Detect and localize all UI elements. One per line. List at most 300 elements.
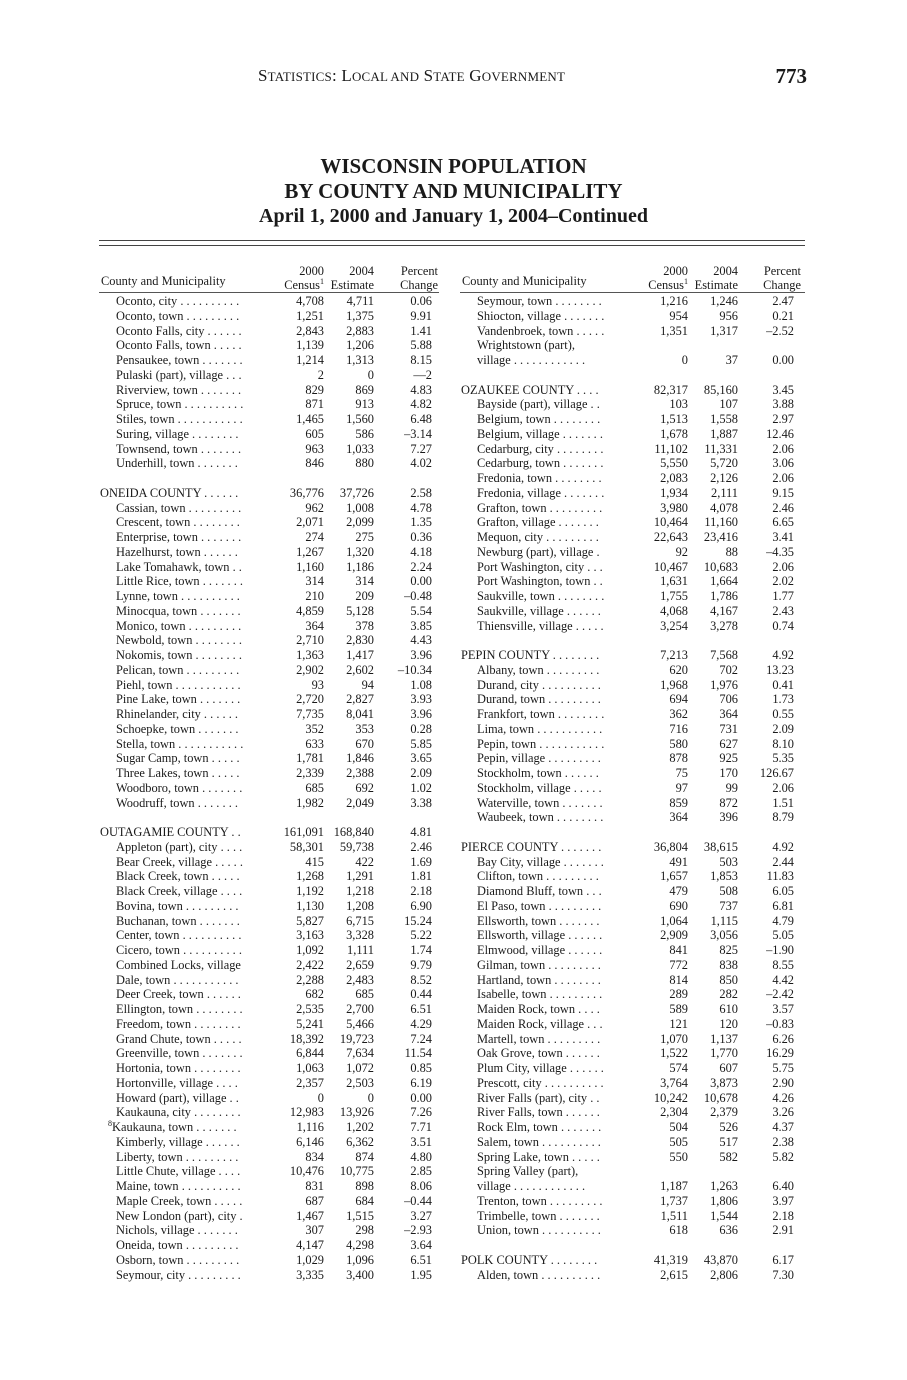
table-row [99, 825, 439, 840]
estimate-value: 3,328 [346, 928, 374, 943]
census-value: 364 [305, 618, 324, 633]
estimate-value: 10,775 [339, 1164, 374, 1179]
census-value: 36,804 [653, 839, 688, 854]
change-value: 3.41 [772, 530, 794, 544]
census-value: 1,192 [296, 884, 324, 898]
change-value: 0.21 [772, 308, 794, 323]
estimate-value: 5,128 [346, 603, 374, 618]
change-value: 3.27 [410, 1208, 432, 1223]
municipality-name: Lynne, town . . . . . . . . . . [116, 589, 240, 603]
municipality-name: Gilman, town . . . . . . . . . [477, 957, 601, 972]
municipality-name: Rhinelander, city . . . . . . [116, 707, 239, 721]
municipality-name: Three Lakes, town . . . . . [116, 766, 240, 780]
municipality-name: Alden, town . . . . . . . . . . [477, 1267, 601, 1282]
table-row [99, 722, 439, 737]
census-value: 574 [669, 1061, 688, 1075]
change-value: 6.90 [410, 898, 432, 913]
estimate-value: 422 [355, 854, 374, 869]
census-value: 1,216 [660, 294, 688, 308]
census-value: 1,968 [660, 677, 688, 692]
municipality-name: Spring Valley (part), [477, 1164, 579, 1179]
census-value: 10,242 [653, 1090, 688, 1105]
column-header [99, 258, 439, 292]
municipality-name: Ellington, town . . . . . . . . [116, 1002, 243, 1016]
estimate-value: 23,416 [703, 530, 738, 544]
table-row [460, 1046, 805, 1061]
municipality-name: Seymour, town . . . . . . . . [477, 294, 602, 308]
estimate-value: 2,483 [346, 972, 374, 987]
estimate-value: 8,041 [346, 707, 374, 721]
municipality-name: Underhill, town . . . . . . . [116, 456, 238, 471]
table-row [460, 722, 805, 737]
estimate-value: 898 [355, 1179, 374, 1193]
census-value: 4,859 [296, 603, 324, 618]
municipality-name: Little Chute, village . . . . [116, 1164, 241, 1179]
table-row [460, 338, 805, 353]
change-value: 2.06 [772, 780, 794, 795]
municipality-name: Pulaski (part), village . . . [116, 367, 242, 382]
census-value: 2,710 [296, 633, 324, 648]
spacer-row [99, 810, 439, 825]
estimate-value: 2,602 [346, 662, 374, 677]
change-value: 5.05 [772, 928, 794, 943]
census-value: 1,214 [296, 353, 324, 367]
census-value: 1,465 [296, 412, 324, 426]
estimate-value: 670 [355, 736, 374, 751]
estimate-value: 1,544 [710, 1208, 738, 1223]
table-row [99, 604, 439, 619]
spacer-row [460, 368, 805, 383]
estimate-value: 364 [719, 707, 738, 721]
census-value: 2,339 [296, 766, 324, 780]
census-value: 7,213 [660, 648, 688, 662]
table-row [99, 928, 439, 943]
change-value: 0.00 [410, 574, 432, 589]
census-value: 687 [305, 1193, 324, 1208]
census-value: 1,116 [296, 1120, 324, 1134]
table-row [99, 294, 439, 309]
change-value: 2.24 [410, 559, 432, 574]
census-value: 6,844 [296, 1046, 324, 1061]
table-row [99, 1061, 439, 1076]
estimate-value: 275 [355, 530, 374, 544]
census-value: 580 [669, 736, 688, 751]
municipality-name: Woodboro, town . . . . . . . [116, 780, 243, 795]
table-row [460, 486, 805, 501]
estimate-value: 1,186 [346, 559, 374, 574]
municipality-name: Newburg (part), village . [477, 544, 600, 559]
change-value: 4.43 [410, 633, 432, 648]
municipality-name: Osborn, town . . . . . . . . . [116, 1252, 240, 1267]
change-value: 1.35 [410, 515, 432, 530]
right-column [460, 258, 805, 1282]
change-value: 6.48 [410, 412, 432, 426]
census-value: 1,187 [660, 1179, 688, 1193]
estimate-value: 94 [361, 677, 374, 692]
estimate-value: 1,786 [710, 589, 738, 603]
table-row [460, 1120, 805, 1135]
change-value: 4.26 [772, 1090, 794, 1105]
change-value: 9.15 [772, 485, 794, 500]
table-row [460, 648, 805, 663]
estimate-value: 298 [355, 1223, 374, 1238]
change-value: 0.44 [410, 987, 432, 1002]
estimate-value: 209 [355, 589, 374, 603]
estimate-value: 3,278 [710, 618, 738, 633]
change-value: 5.88 [410, 338, 432, 353]
municipality-name: Seymour, city . . . . . . . . . [116, 1267, 241, 1282]
municipality-name: Maple Creek, town . . . . . [116, 1193, 243, 1208]
change-value: –3.14 [404, 426, 432, 441]
municipality-name: Shiocton, village . . . . . . . [477, 308, 605, 323]
table-row [460, 560, 805, 575]
title-line-1: WISCONSIN POPULATION [320, 154, 587, 178]
change-value: 3.96 [410, 648, 432, 662]
change-value: 2.90 [772, 1075, 794, 1090]
table-row [99, 1076, 439, 1091]
header-name: County and Municipality [101, 274, 226, 288]
municipality-name: Hortonia, town . . . . . . . . [116, 1061, 241, 1075]
table-row [460, 810, 805, 825]
municipality-name: Elmwood, village . . . . . . [477, 943, 603, 957]
municipality-name: Suring, village . . . . . . . . [116, 426, 239, 441]
table-row [99, 678, 439, 693]
change-value: 0.74 [772, 618, 794, 633]
estimate-value: 1,558 [710, 412, 738, 426]
change-value: 4.92 [772, 648, 794, 662]
table-row [460, 855, 805, 870]
change-value: 0.00 [772, 353, 794, 367]
census-value: 289 [669, 987, 688, 1002]
change-value: 2.18 [410, 884, 432, 898]
change-value: –2.93 [404, 1223, 432, 1238]
census-value: 58,301 [289, 839, 324, 854]
estimate-value: 2,883 [346, 323, 374, 338]
census-value: 4,068 [660, 603, 688, 618]
table-row [99, 338, 439, 353]
change-value: 1.81 [410, 869, 432, 884]
estimate-value: 168,840 [333, 825, 374, 839]
table-row [99, 884, 439, 899]
table-row [460, 1164, 805, 1179]
municipality-name: Wrightstown (part), [477, 338, 575, 353]
change-value: 4.83 [410, 382, 432, 397]
change-value: 4.02 [410, 456, 432, 471]
census-value: 314 [305, 574, 324, 589]
census-value: 3,163 [296, 928, 324, 943]
census-value: 1,982 [296, 795, 324, 810]
change-value: 2.44 [772, 854, 794, 869]
municipality-name: Pine Lake, town . . . . . . . [116, 692, 241, 707]
municipality-name: Hortonville, village . . . . [116, 1075, 238, 1090]
estimate-value: 586 [355, 426, 374, 441]
change-value: 3.26 [772, 1105, 794, 1120]
census-value: 41,319 [653, 1252, 688, 1267]
census-value: 1,511 [660, 1208, 688, 1223]
change-value: 8.79 [772, 810, 794, 825]
estimate-value: 737 [719, 898, 738, 913]
municipality-name: Saukville, village . . . . . . [477, 603, 601, 618]
municipality-name: Ellsworth, town . . . . . . . [477, 913, 600, 928]
municipality-name: Rock Elm, town . . . . . . . [477, 1120, 602, 1134]
census-value: 2,304 [660, 1105, 688, 1120]
municipality-name: Oconto, town . . . . . . . . . [116, 308, 240, 323]
municipality-name: OZAUKEE COUNTY . . . . [461, 382, 599, 397]
estimate-value: 282 [719, 987, 738, 1002]
estimate-value: 11,160 [704, 515, 738, 530]
municipality-name: Waterville, town . . . . . . . [477, 795, 603, 810]
table-row [99, 560, 439, 575]
municipality-name: El Paso, town . . . . . . . . . [477, 898, 602, 913]
estimate-value: 10,678 [703, 1090, 738, 1105]
census-value: 2,357 [296, 1075, 324, 1090]
table-row [99, 309, 439, 324]
municipality-name: Union, town . . . . . . . . . . [477, 1223, 601, 1238]
estimate-value: 19,723 [339, 1031, 374, 1046]
census-value: 1,467 [296, 1208, 324, 1223]
change-value: 0.85 [410, 1061, 432, 1075]
census-value: 1,631 [660, 574, 688, 589]
change-value: 7.27 [410, 441, 432, 456]
table-row [99, 1046, 439, 1061]
estimate-value: 925 [719, 751, 738, 766]
census-value: 1,934 [660, 485, 688, 500]
table-row [99, 796, 439, 811]
estimate-value: 517 [719, 1134, 738, 1149]
estimate-value: 956 [719, 308, 738, 323]
estimate-value: 1,375 [346, 308, 374, 323]
estimate-value: 2,700 [346, 1002, 374, 1016]
census-value: 22,643 [653, 530, 688, 544]
change-value: 11.83 [766, 869, 794, 884]
estimate-value: 1,976 [710, 677, 738, 692]
change-value: 8.10 [772, 736, 794, 751]
change-value: 2.58 [410, 485, 432, 500]
estimate-value: 582 [719, 1149, 738, 1164]
municipality-name: Oak Grove, town . . . . . . [477, 1046, 600, 1061]
table-row [460, 737, 805, 752]
census-value: 12,983 [289, 1105, 324, 1120]
header-estimate: 2004 Estimate [694, 264, 738, 292]
table-row [99, 958, 439, 973]
estimate-value: 3,400 [346, 1267, 374, 1282]
estimate-value: 59,738 [339, 839, 374, 854]
municipality-name: Durand, city . . . . . . . . . . [477, 677, 601, 692]
table-row [460, 751, 805, 766]
census-value: 690 [669, 898, 688, 913]
estimate-value: 1,137 [710, 1031, 738, 1046]
census-value: 10,476 [289, 1164, 324, 1179]
census-value: 82,317 [653, 382, 688, 397]
table-row [99, 324, 439, 339]
estimate-value: 1,320 [346, 544, 374, 559]
estimate-value: 636 [719, 1223, 738, 1238]
estimate-value: 6,362 [346, 1134, 374, 1149]
table-row [460, 1268, 805, 1283]
table-row [460, 869, 805, 884]
table-row [460, 1209, 805, 1224]
municipality-name: Townsend, town . . . . . . . [116, 441, 242, 456]
census-value: 93 [311, 677, 324, 692]
table-row [460, 796, 805, 811]
municipality-name: Oneida, town . . . . . . . . . [116, 1238, 239, 1252]
table-row [99, 1120, 439, 1135]
spacer-row [460, 633, 805, 648]
estimate-value: 1,846 [346, 751, 374, 766]
census-value: 2,071 [296, 515, 324, 530]
table-row [460, 324, 805, 339]
municipality-name: Little Rice, town . . . . . . . [116, 574, 243, 589]
table-row [460, 1061, 805, 1076]
census-value: 1,657 [660, 869, 688, 884]
estimate-value: 692 [355, 780, 374, 795]
change-value: 2.97 [772, 412, 794, 426]
census-value: 1,029 [296, 1252, 324, 1267]
change-value: 9.79 [410, 957, 432, 972]
table-row [99, 707, 439, 722]
change-value: 4.42 [772, 972, 794, 987]
table-row [460, 1150, 805, 1165]
municipality-name: Oconto Falls, city . . . . . . [116, 323, 242, 338]
estimate-value: 4,167 [710, 603, 738, 618]
census-value: 6,146 [296, 1134, 324, 1149]
table-row [99, 737, 439, 752]
municipality-name: Spring Lake, town . . . . . [477, 1149, 600, 1164]
change-value: 12.46 [766, 426, 794, 441]
table-row [99, 589, 439, 604]
municipality-name: Maine, town . . . . . . . . . . [116, 1179, 241, 1193]
table-body [460, 294, 805, 1282]
table-row [460, 1223, 805, 1238]
estimate-value: 1,887 [710, 426, 738, 441]
census-value: 3,254 [660, 618, 688, 633]
change-value: 1.74 [410, 943, 432, 957]
municipality-name: Stella, town . . . . . . . . . . . [116, 736, 244, 751]
estimate-value: 610 [719, 1002, 738, 1016]
table-row [99, 1135, 439, 1150]
census-value: 2,422 [296, 957, 324, 972]
estimate-value: 1,111 [347, 943, 374, 957]
change-value: 2.09 [410, 766, 432, 780]
estimate-value: 3,873 [710, 1075, 738, 1090]
estimate-value: 1,246 [710, 294, 738, 308]
table-row [460, 397, 805, 412]
municipality-name: Dale, town . . . . . . . . . . . [116, 972, 239, 987]
census-value: 878 [669, 751, 688, 766]
census-value: 10,464 [653, 515, 688, 530]
municipality-name: Bayside (part), village . . [477, 397, 600, 412]
table-row [460, 1135, 805, 1150]
table-row [99, 1209, 439, 1224]
table-row [99, 1238, 439, 1253]
change-value: 6.65 [772, 515, 794, 530]
change-value: 4.79 [772, 913, 794, 928]
census-value: 4,147 [296, 1238, 324, 1252]
estimate-value: 5,466 [346, 1016, 374, 1031]
estimate-value: 1,096 [346, 1252, 374, 1267]
table-row [460, 294, 805, 309]
table-row [460, 515, 805, 530]
municipality-name: Enterprise, town . . . . . . . [116, 530, 242, 544]
census-value: 1,267 [296, 544, 324, 559]
municipality-name: Kimberly, village . . . . . . [116, 1134, 240, 1149]
municipality-name: ONEIDA COUNTY . . . . . . [100, 485, 239, 500]
estimate-value: 702 [719, 662, 738, 677]
table-row [99, 619, 439, 634]
census-value: 0 [317, 1090, 324, 1105]
census-value: 859 [669, 795, 688, 810]
table-row [460, 1076, 805, 1091]
census-value: 962 [305, 500, 324, 515]
table-row [99, 1223, 439, 1238]
table-row [99, 1032, 439, 1047]
municipality-name: Mequon, city . . . . . . . . . [477, 530, 599, 544]
header-percent-change: Percent Change [763, 264, 801, 292]
left-column [99, 258, 439, 1282]
table-row [460, 781, 805, 796]
estimate-value: 107 [719, 397, 738, 412]
estimate-value: 4,078 [710, 500, 738, 515]
table-row [99, 1179, 439, 1194]
estimate-value: 2,659 [346, 957, 374, 972]
change-value: 15.24 [404, 913, 432, 928]
table-row [460, 309, 805, 324]
table-row [460, 1017, 805, 1032]
municipality-name: Grafton, village . . . . . . . [477, 515, 599, 530]
municipality-name: Buchanan, town . . . . . . . [116, 913, 240, 928]
table-row [460, 471, 805, 486]
change-value: 2.91 [772, 1223, 794, 1238]
change-value: 6.51 [410, 1252, 432, 1267]
municipality-name: Spruce, town . . . . . . . . . . [116, 397, 244, 412]
census-value: 18,392 [289, 1031, 324, 1046]
estimate-value: 607 [719, 1061, 738, 1075]
municipality-name: Maiden Rock, village . . . [477, 1016, 603, 1031]
change-value: 4.18 [410, 544, 432, 559]
municipality-name: POLK COUNTY . . . . . . . . [461, 1252, 598, 1267]
municipality-name: Pensaukee, town . . . . . . . [116, 353, 243, 367]
table-row [99, 633, 439, 648]
census-value: 1,139 [296, 338, 324, 353]
change-value: 5.54 [410, 603, 432, 618]
municipality-name: village . . . . . . . . . . . . [477, 353, 586, 367]
municipality-name: Pepin, town . . . . . . . . . . . [477, 736, 605, 751]
footnote-marker: 8 [108, 1120, 112, 1128]
census-value: 1,092 [296, 943, 324, 957]
change-value: 2.46 [772, 500, 794, 515]
census-value: 274 [305, 530, 324, 544]
table-row [99, 515, 439, 530]
census-value: 4,708 [296, 294, 324, 308]
change-value: 5.82 [772, 1149, 794, 1164]
census-value: 5,241 [296, 1016, 324, 1031]
table-row [460, 1194, 805, 1209]
census-value: 7,735 [296, 707, 324, 721]
estimate-value: 2,099 [346, 515, 374, 530]
table-row [99, 899, 439, 914]
table-row [99, 914, 439, 929]
census-value: 92 [675, 544, 688, 559]
change-value: 2.02 [772, 574, 794, 589]
census-value: 2,909 [660, 928, 688, 943]
census-value: 97 [675, 780, 688, 795]
census-value: 36,776 [289, 485, 324, 500]
municipality-name: PEPIN COUNTY . . . . . . . . [461, 648, 600, 662]
table-row [460, 545, 805, 560]
table-row [99, 1091, 439, 1106]
change-value: 1.69 [410, 854, 432, 869]
change-value: 3.06 [772, 456, 794, 471]
